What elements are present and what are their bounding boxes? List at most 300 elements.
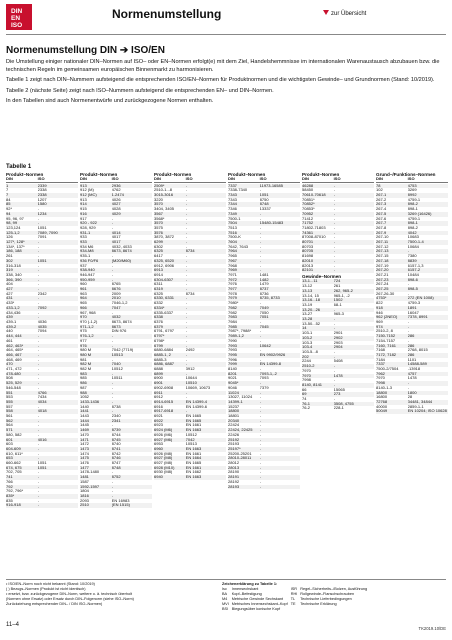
iso-number: 8738 <box>111 404 121 409</box>
din-number: 440 <box>6 329 13 334</box>
iso-number: - <box>37 484 40 489</box>
iso-number: 10510 <box>185 381 197 386</box>
iso-number: - <box>407 282 410 287</box>
abbreviation-meaning: Technische Erklärung <box>300 602 337 606</box>
din-number: 7962 <box>376 371 385 376</box>
abbreviation-meaning: Technische Lieferbedingungen <box>300 597 352 601</box>
din-number: 464, 465* <box>6 348 24 353</box>
iso-number: 2342 <box>37 291 47 296</box>
din-number: 6885-1, 2 <box>154 352 171 357</box>
din-number: 6886, 6887 <box>154 362 175 367</box>
iso-number: 7047 <box>111 305 121 310</box>
iso-number: - <box>185 409 188 414</box>
din-number: 267-2 <box>376 197 387 202</box>
iso-number: 4017 <box>111 235 121 240</box>
iso-number: - <box>407 249 410 254</box>
iso-number: 2339 <box>37 183 47 188</box>
iso-number: 8676 <box>111 287 121 292</box>
din-number: 7343 <box>228 193 237 197</box>
iso-number: 10684 <box>407 244 419 249</box>
iso-number: 3269 (16426) <box>407 211 432 216</box>
iso-number: - <box>37 282 40 287</box>
din-number: 7983 <box>228 315 237 320</box>
iso-number: - <box>185 343 188 348</box>
column-title: Produkt–Normen <box>6 172 44 177</box>
din-number: 87008-87010 <box>302 235 326 240</box>
din-number: 3568* <box>154 216 165 221</box>
back-to-overview-link[interactable]: zur Übersicht <box>323 10 366 17</box>
din-number: 7160, 7161 <box>376 343 397 348</box>
din-number: 1472 <box>80 442 89 447</box>
header-divider <box>6 34 446 35</box>
din-number: 7337 <box>228 183 237 188</box>
iso-number: 1051 <box>259 193 269 197</box>
din-number: 71802-71803 <box>302 225 326 230</box>
abbreviation-code <box>291 607 301 612</box>
iso-number: - <box>259 268 262 273</box>
din-number: 6926 (M8) <box>154 451 173 456</box>
iso-number: - <box>259 399 262 404</box>
din-number: 13-13 <box>302 288 313 293</box>
din-number: 20340 <box>228 418 240 423</box>
iso-number: - <box>111 395 114 400</box>
din-number: 82101 <box>302 268 314 273</box>
din-number: 1440 <box>80 404 89 409</box>
iso-number: - <box>37 371 40 376</box>
iso-number: 4042 <box>407 230 417 235</box>
din-number: 461 <box>6 338 13 343</box>
column-title: Grund–/Funktions–Normen <box>376 172 436 177</box>
din-number: 6924 (M6) <box>154 428 173 433</box>
iso-number: 10511 <box>111 376 123 381</box>
page-code: TK2019.10/DE <box>418 626 446 631</box>
din-number: 11024 <box>228 390 239 395</box>
din-number: 7154-7157 <box>376 338 396 343</box>
din-number: 13-1...11 <box>302 279 318 284</box>
iso-number: - <box>185 324 188 329</box>
iso-number: - <box>259 395 262 400</box>
iso-number: EN 14399-4 <box>185 399 208 404</box>
din-number: 9046 <box>228 385 237 390</box>
iso-number: - <box>37 381 40 386</box>
din-number: 80701 <box>302 240 314 245</box>
iso-number: - <box>111 399 114 404</box>
iso-number: 7042 <box>185 437 195 442</box>
din-number: 70853* <box>302 207 315 212</box>
din-number: 835 <box>6 498 13 503</box>
iso-number: 3269 <box>407 188 417 193</box>
iso-number: - <box>37 315 40 320</box>
iso-number: 10513 <box>185 442 197 447</box>
iso-number: 10484 <box>407 272 419 277</box>
iso-number: 272 (EN 1008) <box>407 296 434 301</box>
iso-number: - <box>37 301 40 306</box>
iso-number: -13918 <box>407 367 421 372</box>
din-number: 974 <box>376 324 383 329</box>
iso-number: 34481, 34844 <box>407 399 433 404</box>
din-number: 134*, 137* <box>6 244 25 249</box>
din-number: 564 <box>6 423 13 428</box>
din-number: 7500-2/7504 <box>376 367 399 372</box>
iso-number: 7046-1,2 <box>111 301 128 306</box>
iso-number: - <box>259 211 262 216</box>
din-number: 267-4 <box>376 207 387 212</box>
iso-number: 7500-1-4 <box>407 240 424 245</box>
din-number: 7604 <box>228 240 237 245</box>
din-number: 470 <box>6 362 13 367</box>
din-number: 555 <box>6 399 13 404</box>
din-number: 7985 <box>228 324 237 329</box>
iso-number: 4036 <box>37 319 47 324</box>
din-number: 466, 467 <box>6 352 22 357</box>
din-number: 1 <box>6 183 9 188</box>
subheader-iso: ISO <box>37 176 45 181</box>
din-number: 980 M <box>80 348 92 353</box>
iso-number: - <box>259 461 262 466</box>
iso-number: - <box>407 385 410 390</box>
iso-number: - <box>259 437 262 442</box>
iso-number: - <box>259 188 262 193</box>
din-number: 950-959 <box>80 277 95 282</box>
iso-number: - <box>185 310 188 315</box>
iso-number: - <box>37 343 40 348</box>
abbreviation-code: RHI <box>290 592 298 596</box>
iso-number: - <box>407 324 410 329</box>
abbreviation-meaning: Metrisches Innensechskant–Kopf <box>231 602 288 606</box>
iso-number: EN 1662 <box>185 470 202 475</box>
din-number: 471, 472 <box>6 367 22 372</box>
iso-number: 10512 <box>185 432 197 437</box>
din-number: 660-662 <box>6 461 21 466</box>
din-number: 983 <box>80 371 87 376</box>
iso-number: - <box>333 364 336 369</box>
iso-number: 4034 <box>37 399 47 404</box>
din-number: 975 <box>80 329 87 334</box>
din-number: 6302 <box>154 244 163 249</box>
iso-number: - <box>259 263 262 268</box>
din-number: 16800 <box>376 395 388 400</box>
iso-number: - <box>259 338 262 343</box>
din-number: 6930 (M8) <box>154 470 173 475</box>
din-number: 7968 <box>228 263 237 268</box>
din-number: 7184 <box>376 357 385 362</box>
iso-number: 4018 <box>37 409 47 414</box>
iso-number: - <box>185 221 188 226</box>
iso-number: 2010 <box>111 296 121 301</box>
din-number: 14 <box>302 326 307 331</box>
iso-number: - <box>333 207 336 212</box>
iso-number: - <box>37 385 40 390</box>
iso-number: 7042 (7719) <box>111 348 134 353</box>
iso-number: - <box>259 258 262 263</box>
norm-column <box>302 172 374 411</box>
iso-number: - <box>37 334 40 339</box>
iso-number: - <box>333 211 336 216</box>
din-number: 6922 <box>154 418 163 423</box>
iso-number: 4766 <box>37 390 47 395</box>
din-number: 7642, 7643 <box>228 244 249 249</box>
din-number: 102 <box>376 188 383 193</box>
column-subheader <box>154 177 226 183</box>
iso-number: - <box>407 291 410 296</box>
iso-number: 1051 <box>37 225 47 230</box>
abbreviation-meaning <box>300 607 370 612</box>
iso-number: - <box>185 225 188 230</box>
din-number: 653 <box>6 456 13 461</box>
din-number: 439-1 <box>6 319 17 324</box>
din-number: 2510-2, 8 <box>376 329 393 334</box>
iso-number: - <box>259 479 262 484</box>
iso-number: - <box>185 207 188 212</box>
din-number: 6902-6908 <box>154 385 174 390</box>
iso-number: 7434 <box>37 395 47 400</box>
din-number: 525, 529 <box>6 381 22 386</box>
column-subheader <box>80 177 152 183</box>
din-number: 433-1,2 <box>6 305 20 310</box>
iso-number: 1207 <box>37 197 47 202</box>
din-number: 366, 390 <box>6 277 22 282</box>
din-number: 82013 <box>302 263 314 268</box>
din-number: 928, 929 <box>80 225 96 230</box>
din-number: 92* <box>6 207 13 212</box>
din-number: 58450 <box>302 188 314 193</box>
iso-number: - <box>111 479 114 484</box>
iso-number: 7380 <box>407 254 417 259</box>
iso-number: - <box>259 418 262 423</box>
iso-number: - <box>259 334 262 339</box>
iso-number: 1.2474 <box>111 193 124 197</box>
iso-number: 4035 <box>37 324 47 329</box>
table-row <box>302 406 374 411</box>
iso-number: 1580 <box>37 202 47 207</box>
iso-number: - <box>37 221 40 226</box>
iso-number: - <box>185 296 188 301</box>
din-number: 916-918 <box>6 503 21 508</box>
din-number: 822 <box>376 301 383 306</box>
subheader-din: DIN <box>154 176 161 181</box>
din-number: 13-20...26 <box>302 307 321 312</box>
iso-number: - <box>259 319 262 324</box>
din-number: 965 <box>80 301 87 306</box>
iso-number: 7379 <box>259 385 269 390</box>
iso-number: - <box>259 216 262 221</box>
iso-number: 2903 <box>333 340 343 345</box>
iso-number: 261 <box>333 284 341 289</box>
iso-number: - <box>333 254 336 259</box>
iso-number: EN 1661 <box>185 465 202 470</box>
iso-number: EN 1661 <box>185 423 202 428</box>
iso-number: 15065 <box>333 387 345 392</box>
din-number: 6379 <box>154 324 163 329</box>
iso-number: - <box>185 371 188 376</box>
iso-number: - <box>333 307 336 312</box>
iso-number: - <box>259 381 262 386</box>
iso-number: - <box>259 442 262 447</box>
iso-number: 8741 <box>111 446 121 451</box>
iso-number: 2904 <box>333 345 343 350</box>
din-number: 25200-25201 <box>228 451 252 456</box>
din-number: 267-26-30 <box>376 291 395 296</box>
din-number: 71752 <box>302 221 314 226</box>
din-number: 6888 <box>154 367 163 372</box>
iso-number: 965-3 <box>333 312 344 317</box>
din-number: 74 <box>302 397 307 402</box>
iso-number: 2768, 8015 <box>407 348 428 353</box>
din-number: 431 <box>6 296 13 301</box>
din-number: 267-8 <box>376 225 387 230</box>
iso-number: 7092 <box>37 305 47 310</box>
din-number: 7998 <box>376 381 385 386</box>
norm-column <box>6 172 78 508</box>
iso-number: 1502 <box>333 298 343 303</box>
din-number: 267-12 <box>376 244 389 249</box>
din-number: 986 <box>80 381 87 386</box>
din-number: 835* <box>6 494 15 498</box>
din-number: 267-5 <box>376 211 387 216</box>
din-number: 70851* <box>302 197 315 202</box>
din-number: 8140, 8141 <box>302 382 323 387</box>
iso-number: 10683 <box>407 235 419 240</box>
din-number: 267-10 <box>376 235 389 240</box>
din-number: 81698 <box>302 254 314 259</box>
din-number: 302 <box>6 258 13 263</box>
din-number: 976 <box>80 343 87 348</box>
din-number: 976-1,2 <box>80 334 94 339</box>
din-number: 267-21 <box>376 272 389 277</box>
din-number: 28190 <box>228 470 240 475</box>
din-number: 267-6 <box>376 216 387 221</box>
din-number: 267-18 <box>376 258 389 263</box>
din-number: 6791, 6797 <box>154 329 175 334</box>
iso-number: - <box>111 484 114 489</box>
din-number: 7993 <box>228 343 237 348</box>
din-number: 961 <box>80 287 87 292</box>
din-number: 914 <box>80 202 87 207</box>
din-number: 7172, 7182 <box>376 352 397 357</box>
din-number: 127*, 128* <box>6 240 25 245</box>
din-number: 6319 <box>154 287 163 292</box>
iso-number: - <box>111 371 114 376</box>
din-number: 933 <box>80 240 87 245</box>
din-number: 982 M <box>80 367 92 372</box>
iso-number: - <box>185 216 188 221</box>
din-number: 6921 <box>154 414 163 419</box>
iso-number: 1481 <box>259 272 269 277</box>
din-number: 931-1 <box>80 230 91 235</box>
iso-number: 4757 <box>407 371 417 376</box>
iso-number: - <box>37 367 40 372</box>
iso-number: - <box>259 230 262 235</box>
column-title: Produkt–Normen <box>302 172 340 177</box>
din-number: 6376 <box>154 319 163 324</box>
iso-number: 8739 <box>111 428 121 433</box>
din-number: 3570 <box>154 202 163 207</box>
din-number: 1481 <box>80 475 89 480</box>
iso-number: 4017 <box>111 240 121 245</box>
iso-number: EN 14399-6 <box>185 404 208 409</box>
din-number: 3575 <box>154 225 163 230</box>
din-number: 3220 <box>154 197 163 202</box>
din-number: 7 <box>6 188 9 193</box>
din-number: 1804 <box>80 489 89 494</box>
din-number: 15237 <box>228 404 240 409</box>
din-number: 6325, 6520 <box>154 258 175 263</box>
iso-number: 7040 <box>111 362 121 367</box>
din-number: 966 <box>80 305 87 310</box>
iso-number: 8734 <box>185 291 195 296</box>
din-number: 13-50...52 <box>302 321 321 326</box>
din-number: 6913 <box>154 268 163 273</box>
iso-number: - <box>111 254 114 259</box>
iso-number: 7093 <box>259 376 269 381</box>
iso-number: 2901 <box>333 331 343 336</box>
din-number: 6927 (M6) <box>154 437 173 442</box>
iso-number: 1051 <box>37 258 47 263</box>
iso-number: 7049 <box>259 305 269 310</box>
din-number: 934-M8 <box>80 249 94 254</box>
din-number: 434,436 <box>6 310 21 315</box>
din-number: 962 (2NEO) <box>376 315 398 320</box>
iso-number: 228-1 <box>333 406 344 411</box>
din-number: 7995 <box>228 352 237 357</box>
din-number: 72768 <box>376 399 388 404</box>
din-number: 6912 <box>154 395 163 400</box>
din-number: 6926 (M6) <box>154 432 173 437</box>
din-number: 7967 <box>228 258 237 263</box>
din-number: 4753* <box>376 296 387 301</box>
din-number: 404 <box>6 282 13 287</box>
din-number: 18800 <box>376 390 388 395</box>
din-number: 6953 <box>154 442 163 447</box>
iso-number: - <box>185 319 188 324</box>
din-number: 7982 <box>228 305 237 310</box>
iso-number: 7051 <box>259 315 269 320</box>
subheader-din: DIN <box>6 176 13 181</box>
iso-number: - <box>111 470 114 475</box>
iso-number: 8735, 8733 <box>259 296 280 301</box>
iso-number: 7045 <box>259 324 269 329</box>
iso-number: - <box>111 334 114 339</box>
subheader-iso: ISO <box>111 176 119 181</box>
iso-number: - <box>333 244 336 249</box>
iso-number: - <box>185 334 188 339</box>
iso-number: 16047 <box>407 310 419 315</box>
din-number: 6960 <box>154 446 163 451</box>
table-row <box>6 503 78 508</box>
iso-number: - <box>111 390 114 395</box>
iso-number: 1234 <box>37 211 47 216</box>
din-number: 2510-1...8 <box>154 188 173 193</box>
iso-number: - <box>185 240 188 245</box>
din-number: 444, 444 <box>6 334 22 339</box>
iso-number: 898-5 <box>407 287 418 292</box>
subheader-din: DIN <box>228 176 235 181</box>
iso-number: 2902 <box>333 335 343 340</box>
din-number: 1475 <box>80 456 89 461</box>
iso-number: - <box>259 225 262 230</box>
iso-number: 8673 <box>111 324 121 329</box>
din-number: 912 (MC) <box>80 193 97 197</box>
din-number: 25193 <box>228 442 240 447</box>
din-number: 917 <box>80 216 87 221</box>
subheader-iso: ISO <box>333 176 341 181</box>
din-number: 1471 <box>80 437 89 442</box>
din-number: 1816 <box>80 494 89 498</box>
iso-number: 898-2 <box>407 225 418 230</box>
header-title: Normenumstellung <box>112 7 222 21</box>
din-en-iso-logo: DIN EN ISO <box>6 4 32 30</box>
iso-number: - <box>111 381 114 386</box>
